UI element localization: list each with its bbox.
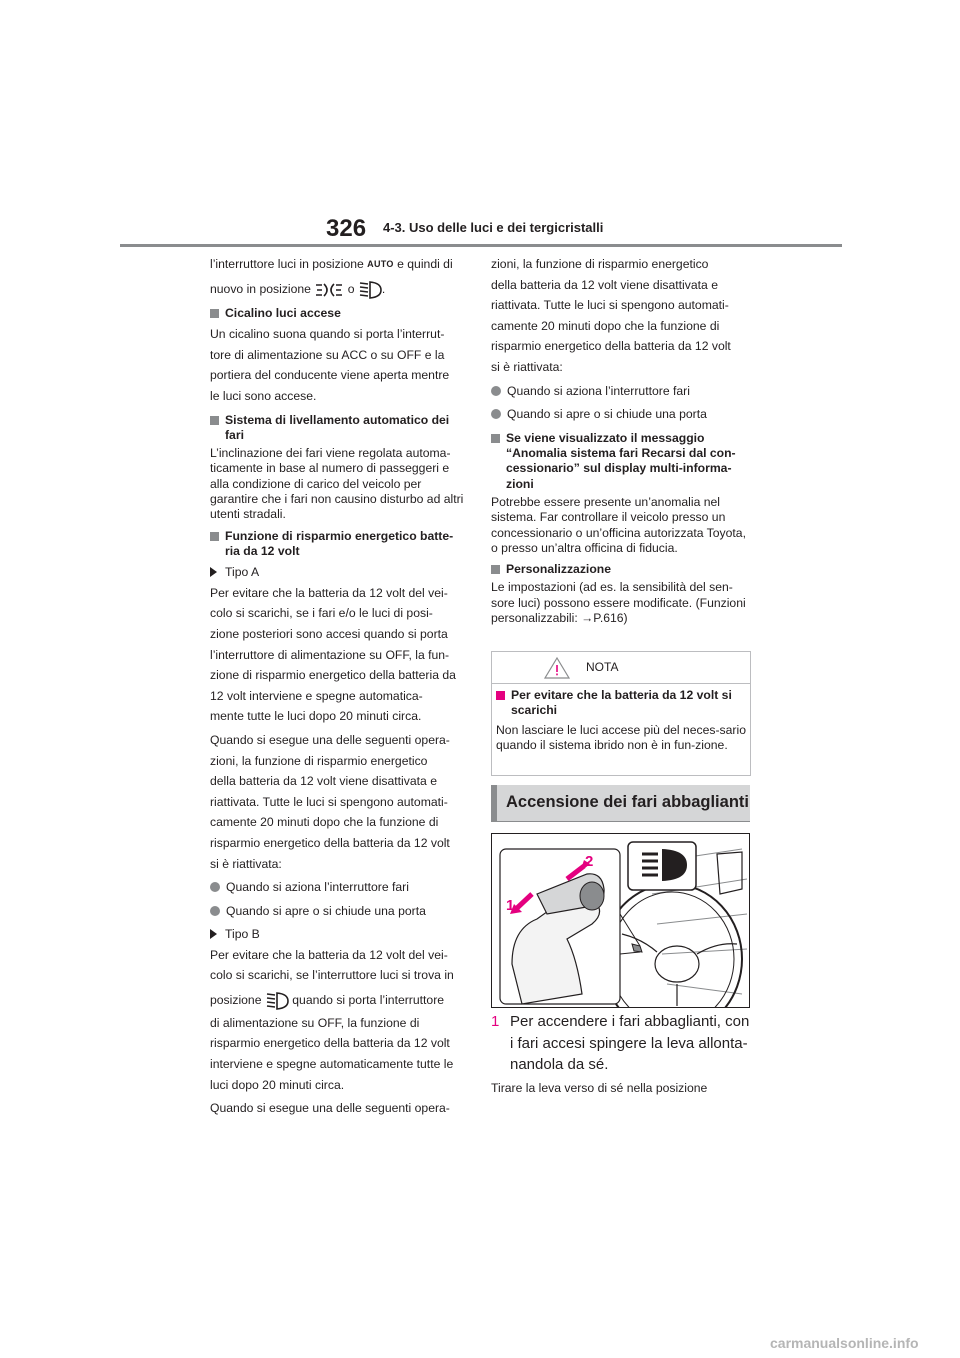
intro-text: nuovo in posizione [210, 282, 311, 297]
cicalino-line: le luci sono accese. [210, 388, 317, 403]
intro-line-2 [210, 279, 465, 300]
headlight-icon [265, 991, 289, 1011]
tipo-b-line: di alimentazione su OFF, la funzione di [210, 1015, 420, 1030]
nota-header [492, 652, 750, 684]
tipo-a-line: l’interruttore di alimentazione su OFF, la fun- [210, 647, 450, 662]
quando-line: della batteria da 12 volt viene disattivata e [210, 774, 437, 789]
high-beam-illustration [491, 833, 750, 1008]
cicalino-line: portiera del conducente viene aperta mentre [210, 368, 450, 383]
tipo-a-line: Per evitare che la batteria da 12 volt del vei- [210, 585, 448, 600]
tipo-b-text: posizione [210, 993, 262, 1008]
cicalino-line: tore di alimentazione su ACC o su OFF e la [210, 347, 445, 362]
livellamento-body: L’inclinazione dei fari viene regolata automa-ticamente in base al numero di passeggeri e alla condizione di carico del veicolo per garantire che i fari non causino disturbo ad altri utenti stradali. [210, 446, 464, 522]
section-title: Accensione dei fari abbaglianti [506, 793, 749, 811]
personal-body: Le impostazioni (ad es. la sensibilità del sen-sore luci) possono essere modificate. (Funzioni personalizzabili: →P.616) [491, 580, 746, 626]
right-column [491, 254, 750, 626]
cicalino-heading: Cicalino luci accese [210, 306, 465, 321]
left-column [210, 254, 465, 1119]
tipo-b-line: risparmio energetico della batteria da 12 volt [210, 1036, 450, 1051]
tipo-b-text: quando si porta l’interruttore [292, 993, 445, 1008]
bullet-item: Quando si apre o si chiude una porta [491, 404, 750, 425]
watermark: carmanualsonline.info [770, 1335, 919, 1351]
bullet-item: Quando si apre o si chiude una porta [210, 901, 465, 922]
quando-line: Quando si esegue una delle seguenti opera- [210, 732, 450, 747]
tipo-b-line: interviene e spegne automaticamente tutte le [210, 1057, 454, 1072]
tipo-a-line: 12 volt interviene e spegne automatica- [210, 688, 423, 703]
step-number: 1 [491, 1013, 500, 1030]
quando-line: riattivata. Tutte le luci si spengono automati- [210, 794, 448, 809]
figure-label-1: 1 [506, 897, 515, 914]
livellamento-heading: Sistema di livellamento automatico dei fari [210, 413, 465, 444]
section-header-title: 4-3. Uso delle luci e dei tergicristalli [383, 220, 604, 235]
position-lights-icon [314, 282, 344, 298]
high-beam-drawing [492, 834, 749, 1007]
nota-label: NOTA [586, 660, 619, 674]
nota-text: Non lasciare le luci accese più del neces-sario quando il sistema ibrido non è in fun-zione. [496, 722, 746, 752]
tipo-b-line: colo si scarichi, se l’interruttore luci si trova in [210, 968, 454, 983]
cicalino-line: Un cicalino suona quando si porta l’interrut- [210, 327, 445, 342]
tipo-b-line: Quando si esegue una delle seguenti opera- [210, 1101, 450, 1116]
messaggio-body: Potrebbe essere presente un’anomalia nel sistema. Far controllare il veicolo presso un concessionario o un’officina autorizzata Toyota, o presso un’altra officina di fiducia. [491, 494, 746, 555]
personal-heading: Personalizzazione [491, 562, 750, 577]
headlight-icon [358, 280, 382, 300]
tipo-a-line: mente tutte le luci dopo 20 minuti circa. [210, 709, 422, 724]
quando-line: camente 20 minuti dopo che la funzione di [210, 815, 439, 830]
cont-line: della batteria da 12 volt viene disattivata e [491, 277, 718, 292]
tipo-b-line: luci dopo 20 minuti circa. [210, 1077, 345, 1092]
cont-line: camente 20 minuti dopo che la funzione di [491, 318, 720, 333]
tipo-a-line: zione di risparmio energetico della batteria da [210, 668, 456, 683]
intro-text: e quindi di [397, 257, 453, 271]
after-step-text: Tirare la leva verso di sé nella posizione [491, 1081, 708, 1095]
tipo-b-line: Per evitare che la batteria da 12 volt del vei- [210, 947, 448, 962]
auto-icon: AUTO [367, 259, 394, 270]
step-text: Per accendere i fari abbaglianti, con i fari accesi spingere la leva allonta-nandola da sé. [510, 1013, 750, 1073]
risparmio-heading: Funzione di risparmio energetico batte-ria da 12 volt [210, 529, 465, 560]
quando-line: risparmio energetico della batteria da 12 volt [210, 835, 450, 850]
figure-label-2: 2 [585, 853, 594, 870]
intro-text: l’interruttore luci in posizione [210, 257, 364, 271]
messaggio-heading: Se viene visualizzato il messaggio “Anomalia sistema fari Recarsi dal con-cessionario” sul display multi-informa-zioni [491, 431, 750, 492]
tipo-a-item: Tipo A [210, 562, 465, 583]
warning-icon [543, 656, 571, 680]
nota-box [491, 651, 751, 776]
header-divider [120, 244, 842, 247]
cont-line: risparmio energetico della batteria da 12 volt [491, 339, 731, 354]
bullet-item: Quando si aziona l’interruttore fari [210, 877, 465, 898]
bullet-item: Quando si aziona l’interruttore fari [491, 381, 750, 402]
tipo-a-line: colo si scarichi, se i fari e/o le luci di posi- [210, 606, 433, 621]
step-1 [491, 1011, 753, 1076]
tipo-b-line [210, 990, 465, 1011]
page-number: 326 [326, 215, 367, 242]
intro-line-1 [210, 254, 465, 275]
section-title-bar [491, 785, 750, 822]
tipo-b-item: Tipo B [210, 924, 465, 945]
tipo-a-line: zione posteriori sono accesi quando si porta [210, 626, 448, 641]
cont-line: zioni, la funzione di risparmio energetico [491, 257, 709, 271]
intro-text: . [381, 282, 386, 297]
intro-text: o [347, 282, 355, 297]
cont-line: si è riattivata: [491, 359, 563, 374]
quando-line: si è riattivata: [210, 856, 282, 871]
cont-line: riattivata. Tutte le luci si spengono automati- [491, 298, 729, 313]
nota-body [492, 684, 750, 753]
quando-line: zioni, la funzione di risparmio energetico [210, 753, 428, 768]
nota-heading: Per evitare che la batteria da 12 volt si scarichi [496, 688, 746, 719]
section-accent [491, 785, 497, 821]
